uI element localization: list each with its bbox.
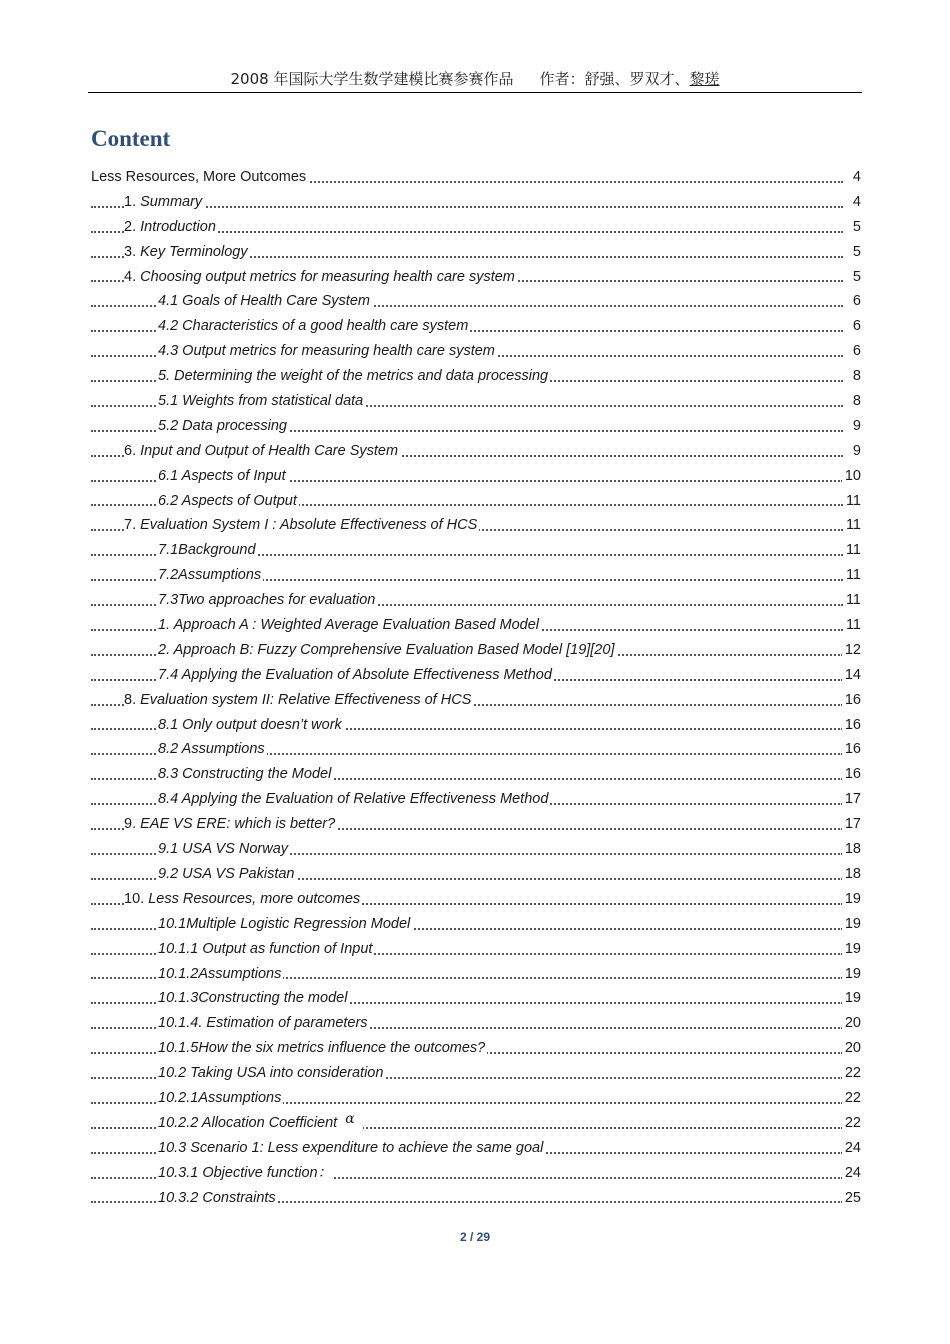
toc-entry[interactable] [91,1161,861,1186]
toc-entry-page: 19 [842,912,861,937]
toc-entry-title [124,219,218,235]
toc-entry[interactable] [91,1011,861,1036]
toc-entry-label: 6.1 Aspects of Input [158,467,286,484]
toc-entry-title [158,493,299,509]
toc-entry-label: 10.1Multiple Logistic Regression Model [158,915,411,932]
toc-entry[interactable] [91,1086,861,1111]
toc-entry-title [124,269,517,285]
toc-entry-label: 7.4 Applying the Evaluation of Absolute Effectiveness Method [158,666,552,683]
toc-entry[interactable] [91,937,861,962]
toc-entry-label: 1. Approach A : Weighted Average Evaluation Based Model [158,617,540,634]
toc-entry-title [158,990,349,1006]
toc-entry[interactable] [91,165,861,190]
toc-entry[interactable] [91,1061,861,1086]
toc-entry[interactable] [91,314,861,339]
toc-entry-page: 14 [842,663,861,688]
toc-entry-number: 1. [124,193,141,210]
toc-entry-title [158,966,283,982]
toc-entry-title [158,1090,283,1106]
toc-entry-number: 9. [124,816,141,833]
toc-entry-label: Evaluation system II: Relative Effectiveness of HCS [140,691,472,708]
toc-entry-label: Evaluation System I : Absolute Effectiveness of HCS [140,517,478,534]
toc-entry-title [124,816,337,832]
toc-entry-page: 11 [843,563,861,588]
toc-entry[interactable] [91,563,861,588]
toc-entry-page: 25 [842,1186,861,1211]
toc-entry-title [158,368,550,384]
toc-entry-label: 10.2.2 Allocation Coefficient [158,1114,338,1131]
toc-entry-label: 10.1.4. Estimation of parameters [158,1015,368,1032]
toc-entry-label: 5. Determining the weight of the metrics and data processing [158,368,549,385]
toc-entry-label: 6.2 Aspects of Output [158,492,297,509]
toc-entry-label: Key Terminology [140,243,248,260]
header-author-last: 黎瑳 [689,70,720,88]
toc-entry-title [158,418,289,434]
toc-entry[interactable] [91,688,861,713]
toc-entry-title [158,542,258,558]
toc-entry-page: 5 [850,265,861,290]
toc-entry[interactable] [91,364,861,389]
toc-entry-page: 17 [842,812,861,837]
toc-entry-page: 22 [842,1061,861,1086]
toc-entry-title [158,642,616,658]
toc-entry[interactable] [91,538,861,563]
toc-entry-title [158,1190,278,1206]
toc-entry-page: 4 [850,165,861,190]
page-total: 29 [476,1230,491,1244]
toc-entry[interactable] [91,638,861,663]
toc-entry[interactable] [91,439,861,464]
toc-entry[interactable] [91,513,861,538]
toc-entry-label: 7.1Background [158,542,256,559]
toc-entry-page: 5 [850,240,861,265]
toc-entry-page: 12 [842,638,861,663]
toc-entry-label: Introduction [140,218,216,235]
toc-entry-page: 17 [842,787,861,812]
toc-entry-number: 8. [124,691,141,708]
toc-entry-page: 20 [842,1036,861,1061]
toc-entry-page: 19 [842,937,861,962]
toc-entry-label: 4.3 Output metrics for measuring health care system [158,343,495,360]
toc-entry[interactable] [91,1111,861,1136]
toc-entry-page: 8 [850,389,861,414]
toc-entry-label: 4.1 Goals of Health Care System [158,293,370,310]
toc-entry[interactable] [91,912,861,937]
toc-entry-page: 9 [850,439,861,464]
toc-entry-title [158,1065,385,1081]
toc-entry[interactable] [91,240,861,265]
toc-entry[interactable] [91,986,861,1011]
toc-entry[interactable] [91,215,861,240]
toc-entry-page: 10 [842,464,861,489]
toc-entry[interactable] [91,414,861,439]
toc-entry-label: 8.3 Constructing the Model [158,766,332,783]
toc-entry-page: 20 [842,1011,861,1036]
toc-entry[interactable] [91,787,861,812]
toc-entry-label: 10.2 Taking USA into consideration [158,1065,384,1082]
toc-entry[interactable] [91,289,861,314]
toc-entry-title [158,1110,363,1131]
page-title: Content [91,126,171,151]
toc-entry-label: 2. Approach B: Fuzzy Comprehensive Evaluation Based Model [19][20] [158,641,615,658]
toc-entry-title [158,741,267,757]
toc-entry-title [158,393,365,409]
toc-entry-page: 22 [842,1086,861,1111]
toc-entry[interactable] [91,389,861,414]
toc-entry-page: 6 [850,289,861,314]
toc-entry-page: 6 [850,314,861,339]
toc-entry-number: 7. [124,517,141,534]
toc-entry-title [158,567,263,583]
toc-entry[interactable] [91,887,861,912]
toc-entry-page: 11 [843,588,861,613]
toc-entry-label: 4.2 Characteristics of a good health care system [158,318,469,335]
toc-entry[interactable] [91,737,861,762]
toc-entry-label: 8.4 Applying the Evaluation of Relative Effectiveness Method [158,791,549,808]
toc-entry-page: 4 [850,190,861,215]
toc-entry-label: Summary [140,193,203,210]
toc-entry-page: 9 [850,414,861,439]
toc-entry-label: 8.2 Assumptions [158,741,265,758]
toc-entry-label: 5.1 Weights from statistical data [158,393,364,410]
toc-entry-label: Input and Output of Health Care System [140,442,399,459]
toc-entry-label: 10.3.2 Constraints [158,1189,276,1206]
toc-entry-page: 19 [842,986,861,1011]
toc-entry-label: EAE VS ERE: which is better? [140,816,336,833]
toc-entry-label: 7.2Assumptions [158,567,262,584]
toc-entry-title [158,667,554,683]
toc-entry-number: 6. [124,442,141,459]
toc-entry-page: 6 [850,339,861,364]
toc-entry-page: 19 [842,887,861,912]
toc-entry-title [158,791,550,807]
toc-entry-page: 16 [842,713,861,738]
header-authors: 作者：舒强、罗双才、 [539,70,690,88]
toc-entry[interactable] [91,464,861,489]
toc-entry-label: 10.1.3Constructing the model [158,990,348,1007]
toc-entry[interactable] [91,1186,861,1211]
toc-entry-title [124,443,400,459]
toc-entry[interactable] [91,265,861,290]
header-competition: 2008 年国际大学生数学建模比赛参赛作品 [230,70,514,88]
toc-entry-page: 11 [843,613,861,638]
page-number [0,1230,950,1244]
toc-entry[interactable] [91,489,861,514]
toc-entry-title [158,617,541,633]
toc-entry-title [158,717,344,733]
toc-entry-label: 10.3 Scenario 1: Less expenditure to achieve the same goal [158,1139,544,1156]
toc-entry-label: 9.1 USA VS Norway [158,841,289,858]
toc-entry-page: 22 [842,1111,861,1136]
toc-entry-page: 11 [843,513,861,538]
toc-entry[interactable] [91,812,861,837]
toc-entry-page: 11 [843,489,861,514]
toc-entry-title [158,916,412,932]
toc-entry-page: 11 [843,538,861,563]
toc-entry-title [124,244,250,260]
toc-entry-label: 10.2.1Assumptions [158,1089,282,1106]
toc-entry-title [158,1015,370,1031]
toc-entry-title [158,941,374,957]
toc-entry-label: 5.2 Data processing [158,417,287,434]
toc-entry-number: 4. [124,268,141,285]
toc-entry-label: 10.1.1 Output as function of Input [158,940,373,957]
toc-entry[interactable] [91,837,861,862]
toc-entry-title [158,318,470,334]
toc-entry-label: Less Resources, more outcomes [148,890,361,907]
toc-entry-number: 3. [124,243,141,260]
toc-entry[interactable] [91,1136,861,1161]
toc-entry-title [91,169,308,185]
toc-entry-page: 16 [842,688,861,713]
toc-entry-label: 10.1.2Assumptions [158,965,282,982]
toc-entry[interactable] [91,762,861,787]
toc-entry-title [124,517,479,533]
toc-entry-title [158,1040,487,1056]
toc-entry-label: Choosing output metrics for measuring health care system [140,268,515,285]
toc-entry-page: 24 [842,1161,861,1186]
toc-entry-number: 2. [124,218,141,235]
toc-entry-title [158,293,372,309]
toc-entry-label: 7.3Two approaches for evaluation [158,592,376,609]
toc-entry-title [158,468,288,484]
toc-entry[interactable] [91,663,861,688]
toc-entry[interactable] [91,862,861,887]
toc-entry[interactable] [91,962,861,987]
toc-entry-page: 24 [842,1136,861,1161]
toc-entry-title [158,1165,334,1181]
toc-entry[interactable] [91,190,861,215]
toc-entry-title [158,1140,545,1156]
toc-entry[interactable] [91,588,861,613]
toc-entry-symbol: α [345,1110,355,1127]
toc-entry-page: 5 [850,215,861,240]
toc-entry-page: 8 [850,364,861,389]
table-of-contents [91,165,861,1210]
toc-entry[interactable] [91,1036,861,1061]
toc-entry-label: 9.2 USA VS Pakistan [158,865,295,882]
toc-entry-label: Less Resources, More Outcomes [91,169,307,185]
toc-entry-title [158,343,497,359]
toc-entry-label: 10.3.1 Objective function： [158,1164,333,1181]
toc-entry-page: 18 [842,862,861,887]
toc-entry-label: 10.1.5How the six metrics influence the outcomes? [158,1040,486,1057]
toc-entry-label: 8.1 Only output doesn’t work [158,716,342,733]
running-header [88,66,862,93]
toc-entry-title [158,592,377,608]
toc-entry-title [158,866,296,882]
toc-entry-page: 19 [842,962,861,987]
toc-entry-page: 16 [842,762,861,787]
toc-entry-title [158,766,333,782]
toc-entry-title [124,194,204,210]
toc-entry-title [124,891,362,907]
toc-entry[interactable] [91,713,861,738]
toc-entry-number: 10. [124,890,149,907]
page-current: 2 [459,1230,467,1244]
page-separator: / [466,1230,477,1244]
toc-entry-title [124,692,473,708]
toc-entry-page: 16 [842,737,861,762]
toc-entry-title [158,841,290,857]
toc-entry[interactable] [91,339,861,364]
toc-entry[interactable] [91,613,861,638]
toc-entry-page: 18 [842,837,861,862]
